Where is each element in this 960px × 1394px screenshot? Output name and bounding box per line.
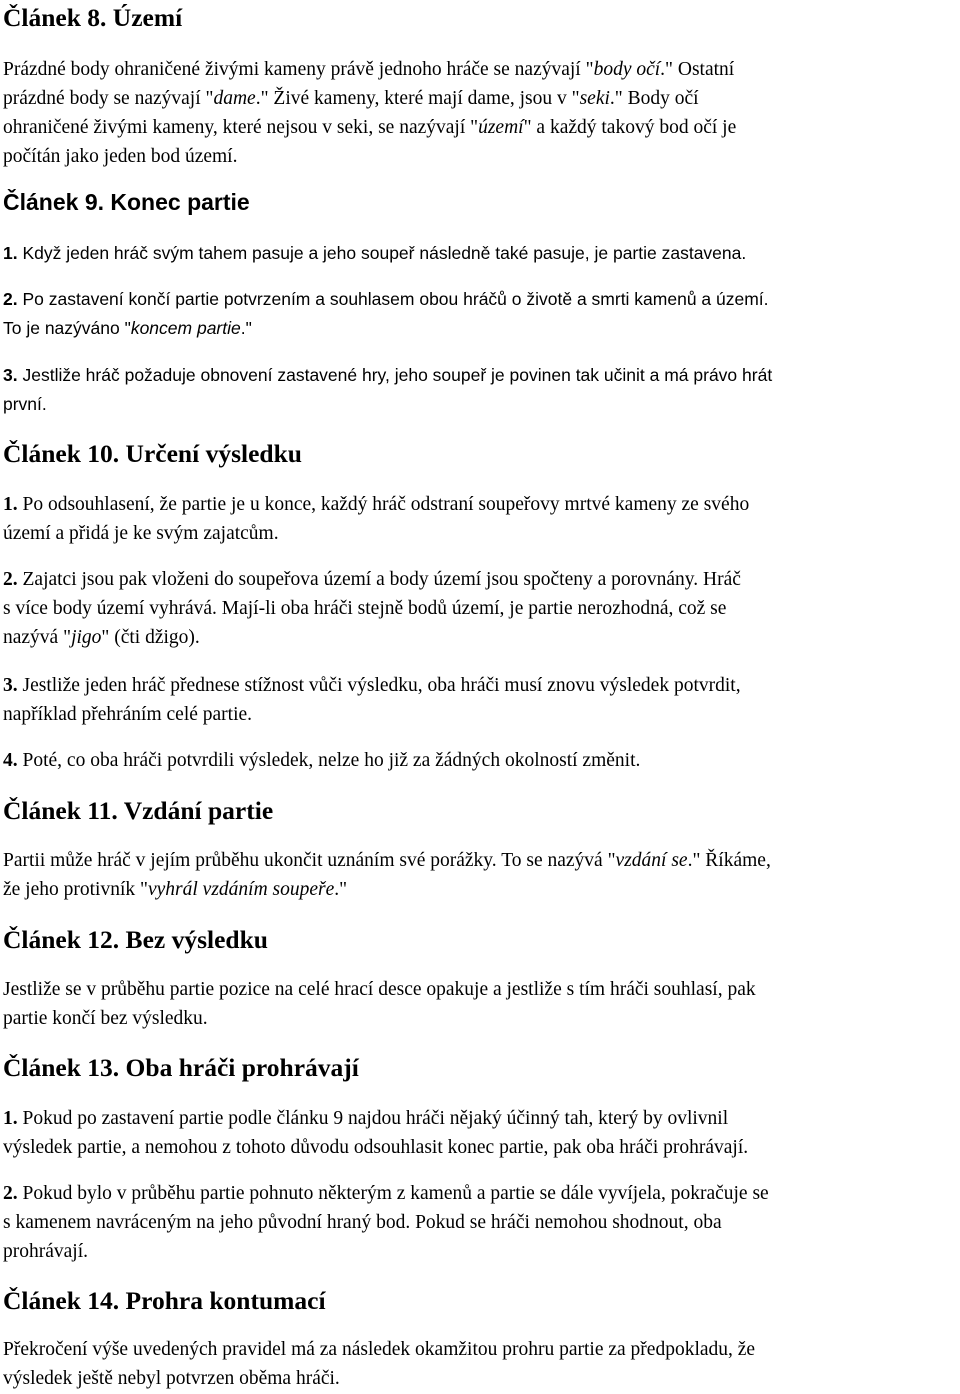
item-number: 2. (3, 569, 23, 590)
article-8-heading: Článek 8. Území (3, 3, 183, 32)
text-run: nazývá " (3, 627, 72, 648)
text-line (3, 750, 640, 771)
text-line (3, 1241, 88, 1262)
text-line (3, 117, 736, 138)
text-line (3, 1212, 722, 1233)
emphasized-term: koncem partie (130, 318, 241, 338)
text-run: ." Živé kameny, které mají dame, jsou v " (255, 88, 580, 109)
article-9-heading: Článek 9. Konec partie (3, 189, 250, 215)
item-number: 1. (3, 494, 23, 515)
text-line (3, 365, 772, 385)
text-line (3, 523, 279, 544)
text-run: například přehráním celé partie. (3, 704, 253, 725)
article-9-item-2 (3, 285, 958, 343)
text-line (3, 243, 746, 263)
article-13-item-2 (3, 1179, 958, 1266)
text-line (3, 318, 252, 338)
article-12-paragraph (3, 975, 958, 1033)
emphasized-term: jigo (71, 627, 102, 648)
text-line (3, 850, 771, 871)
text-line (3, 59, 734, 80)
text-run: ." (240, 318, 252, 338)
text-run: Poté, co oba hráči potvrdili výsledek, nelze ho již za žádných okolností změnit. (22, 750, 641, 771)
text-run: Jestliže se v průběhu partie pozice na celé hrací desce opakuje a jestliže s tím hráči souhlasí, pak (3, 979, 756, 1000)
emphasized-term: vzdání se (615, 850, 688, 871)
article-10-item-1 (3, 490, 958, 548)
text-line (3, 675, 741, 696)
text-run: s více body území vyhrává. Mají-li oba hráči stejně bodů území, je partie nerozhodná, což se (3, 598, 727, 619)
article-13-heading: Článek 13. Oba hráči prohrávají (3, 1053, 359, 1082)
text-line (3, 494, 749, 515)
article-10-item-3 (3, 671, 958, 729)
text-run: Pokud bylo v průběhu partie pohnuto některým z kamenů a partie se dále vyvíjela, pokračuje se (22, 1183, 769, 1204)
text-line (3, 1183, 769, 1204)
text-line (3, 979, 756, 1000)
article-11-paragraph (3, 846, 958, 904)
emphasized-term: území (478, 117, 524, 138)
text-run: Prázdné body ohraničené živými kameny právě jednoho hráče se nazývají " (3, 59, 594, 80)
item-number: 4. (3, 750, 23, 771)
text-run: s kamenem navráceným na jeho původní hraný bod. Pokud se hráči nemohou shodnout, oba (3, 1212, 722, 1233)
text-run: Po zastavení končí partie potvrzením a souhlasem obou hráčů o životě a smrti kamenů a území. (22, 289, 769, 309)
text-run: ." (334, 879, 348, 900)
text-line (3, 1339, 755, 1360)
text-run: Když jeden hráč svým tahem pasuje a jeho soupeř následně také pasuje, je partie zastavena. (22, 243, 747, 263)
text-run: Po odsouhlasení, že partie je u konce, každý hráč odstraní soupeřovy mrtvé kameny ze svého (22, 494, 750, 515)
article-9-item-3 (3, 361, 958, 419)
text-line (3, 569, 741, 590)
text-run: Jestliže hráč požaduje obnovení zastavené hry, jeho soupeř je povinen tak učinit a má právo hrát (22, 365, 773, 385)
emphasized-term: seki (579, 88, 610, 109)
article-8-paragraph (3, 55, 958, 171)
text-run: výsledek partie, a nemohou z tohoto důvodu odsouhlasit konec partie, pak oba hráči prohrávají. (3, 1137, 749, 1158)
item-number: 3. (3, 365, 23, 385)
article-12-heading: Článek 12. Bez výsledku (3, 925, 268, 954)
article-11-heading: Článek 11. Vzdání partie (3, 796, 274, 825)
text-run: Překročení výše uvedených pravidel má za následek okamžitou prohru partie za předpokladu, že (3, 1339, 756, 1360)
text-run: ." Body očí (609, 88, 699, 109)
text-line (3, 289, 769, 309)
article-10-heading: Článek 10. Určení výsledku (3, 439, 302, 468)
article-9-item-1 (3, 239, 958, 268)
text-run: Jestliže jeden hráč přednese stížnost vůči výsledku, oba hráči musí znovu výsledek potvrdit, (22, 675, 741, 696)
text-line (3, 88, 699, 109)
text-run: první. (3, 394, 47, 414)
item-number: 2. (3, 1183, 23, 1204)
text-line (3, 1368, 340, 1389)
text-line (3, 704, 252, 725)
text-line (3, 1108, 728, 1129)
emphasized-term: body očí (593, 59, 661, 80)
text-run: " a každý takový bod očí je (523, 117, 737, 138)
text-line (3, 394, 47, 414)
text-run: prázdné body se nazývají " (3, 88, 214, 109)
article-13-item-1 (3, 1104, 958, 1162)
item-number: 2. (3, 289, 23, 309)
text-run: Zajatci jsou pak vloženi do soupeřova území a body území jsou spočteny a porovnány. Hráč (22, 569, 741, 590)
text-run: Partii může hráč v jejím průběhu ukončit uznáním své porážky. To se nazývá " (3, 850, 616, 871)
emphasized-term: vyhrál vzdáním soupeře (147, 879, 335, 900)
text-line (3, 1137, 748, 1158)
text-run: prohrávají. (3, 1241, 89, 1262)
text-run: území a přidá je ke svým zajatcům. (3, 523, 279, 544)
article-10-item-2 (3, 565, 958, 652)
item-number: 1. (3, 243, 23, 263)
text-run: ohraničené živými kameny, které nejsou v seki, se nazývají " (3, 117, 479, 138)
item-number: 3. (3, 675, 23, 696)
text-line (3, 627, 200, 648)
text-run: Pokud po zastavení partie podle článku 9 najdou hráči nějaký účinný tah, který by ovlivnil (22, 1108, 729, 1129)
text-run: To je nazýváno " (3, 318, 131, 338)
article-10-item-4 (3, 746, 958, 775)
item-number: 1. (3, 1108, 23, 1129)
text-run: ." Říkáme, (687, 850, 771, 871)
text-run: ." Ostatní (660, 59, 735, 80)
text-run: že jeho protivník " (3, 879, 148, 900)
text-run: počítán jako jeden bod území. (3, 146, 238, 167)
emphasized-term: dame (213, 88, 256, 109)
article-14-paragraph (3, 1335, 958, 1393)
text-line (3, 146, 237, 167)
text-line (3, 598, 726, 619)
text-line (3, 1008, 208, 1029)
text-line (3, 879, 347, 900)
text-run: partie končí bez výsledku. (3, 1008, 208, 1029)
text-run: " (čti džigo). (101, 627, 200, 648)
article-14-heading: Článek 14. Prohra kontumací (3, 1286, 326, 1315)
text-run: výsledek ještě nebyl potvrzen oběma hráči. (3, 1368, 340, 1389)
